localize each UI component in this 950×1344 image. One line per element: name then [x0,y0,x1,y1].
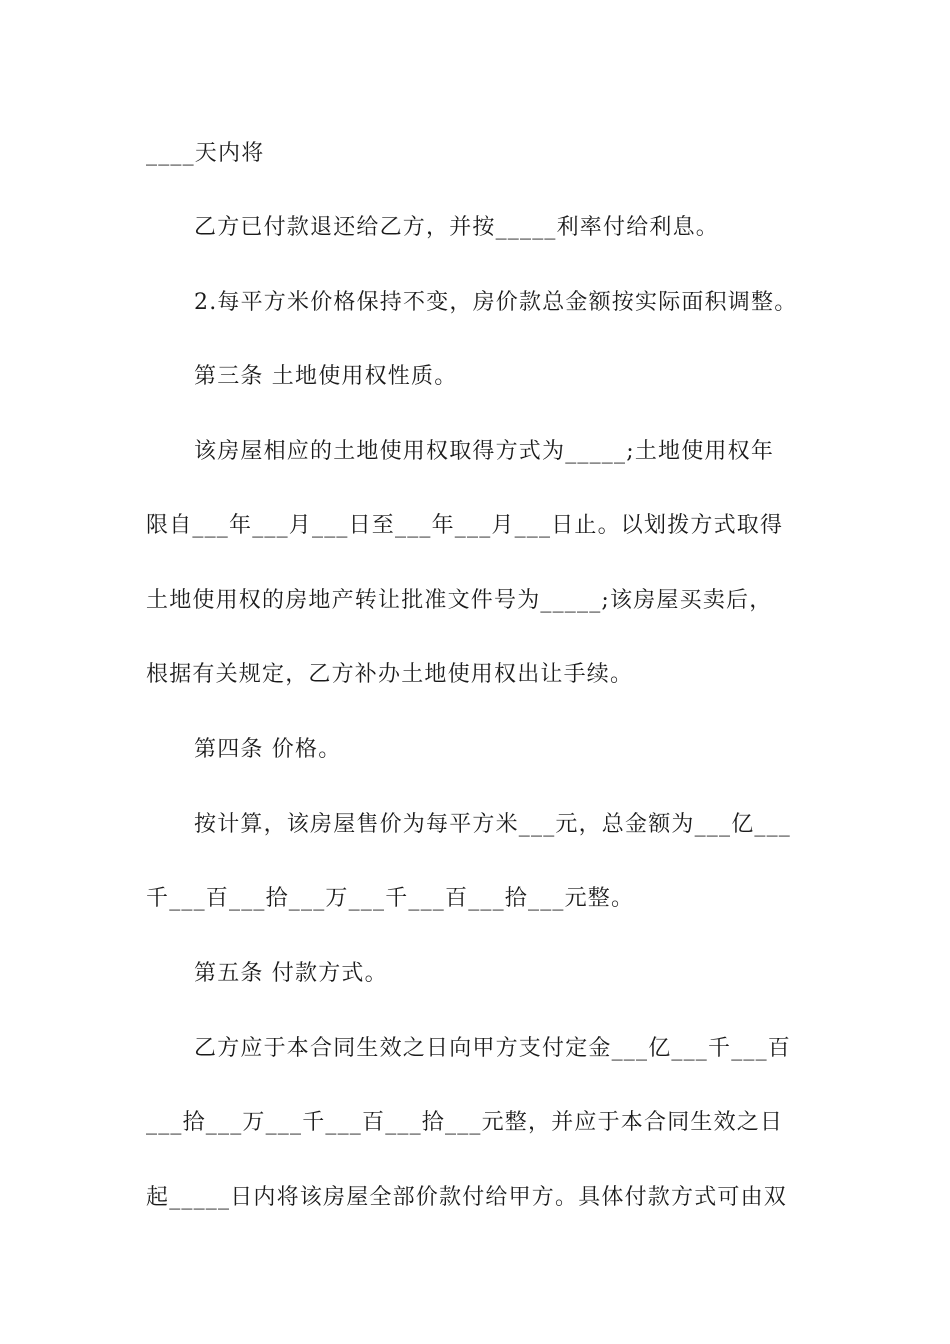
text-line-8: 根据有关规定，乙方补办土地使用权出让手续。 [146,662,634,687]
text-line-5: 该房屋相应的土地使用权取得方式为_____;土地使用权年 [194,439,775,464]
text-line-14: ___拾___万___千___百___拾___元整，并应于本合同生效之日 [146,1110,784,1135]
article-5-heading: 第五条 付款方式。 [194,961,388,986]
text-line-1: ____天内将 [146,141,265,166]
article-4-heading: 第四条 价格。 [194,737,342,762]
text-line-2: 乙方已付款退还给乙方，并按_____利率付给利息。 [194,215,720,240]
text-line-7: 土地使用权的房地产转让批准文件号为_____;该房屋买卖后， [146,588,773,613]
text-line-15: 起_____日内将该房屋全部价款付给甲方。具体付款方式可由双 [146,1185,788,1210]
text-line-11: 千___百___拾___万___千___百___拾___元整。 [146,886,635,911]
text-line-10: 按计算，该房屋售价为每平方米___元，总金额为___亿___ [194,812,792,837]
text-line-3: 2.每平方米价格保持不变，房价款总金额按实际面积调整。 [194,290,798,315]
text-line-13: 乙方应于本合同生效之日向甲方支付定金___亿___千___百 [194,1036,792,1061]
text-line-6: 限自___年___月___日至___年___月___日止。以划拨方式取得 [146,513,784,538]
article-3-heading: 第三条 土地使用权性质。 [194,364,458,389]
